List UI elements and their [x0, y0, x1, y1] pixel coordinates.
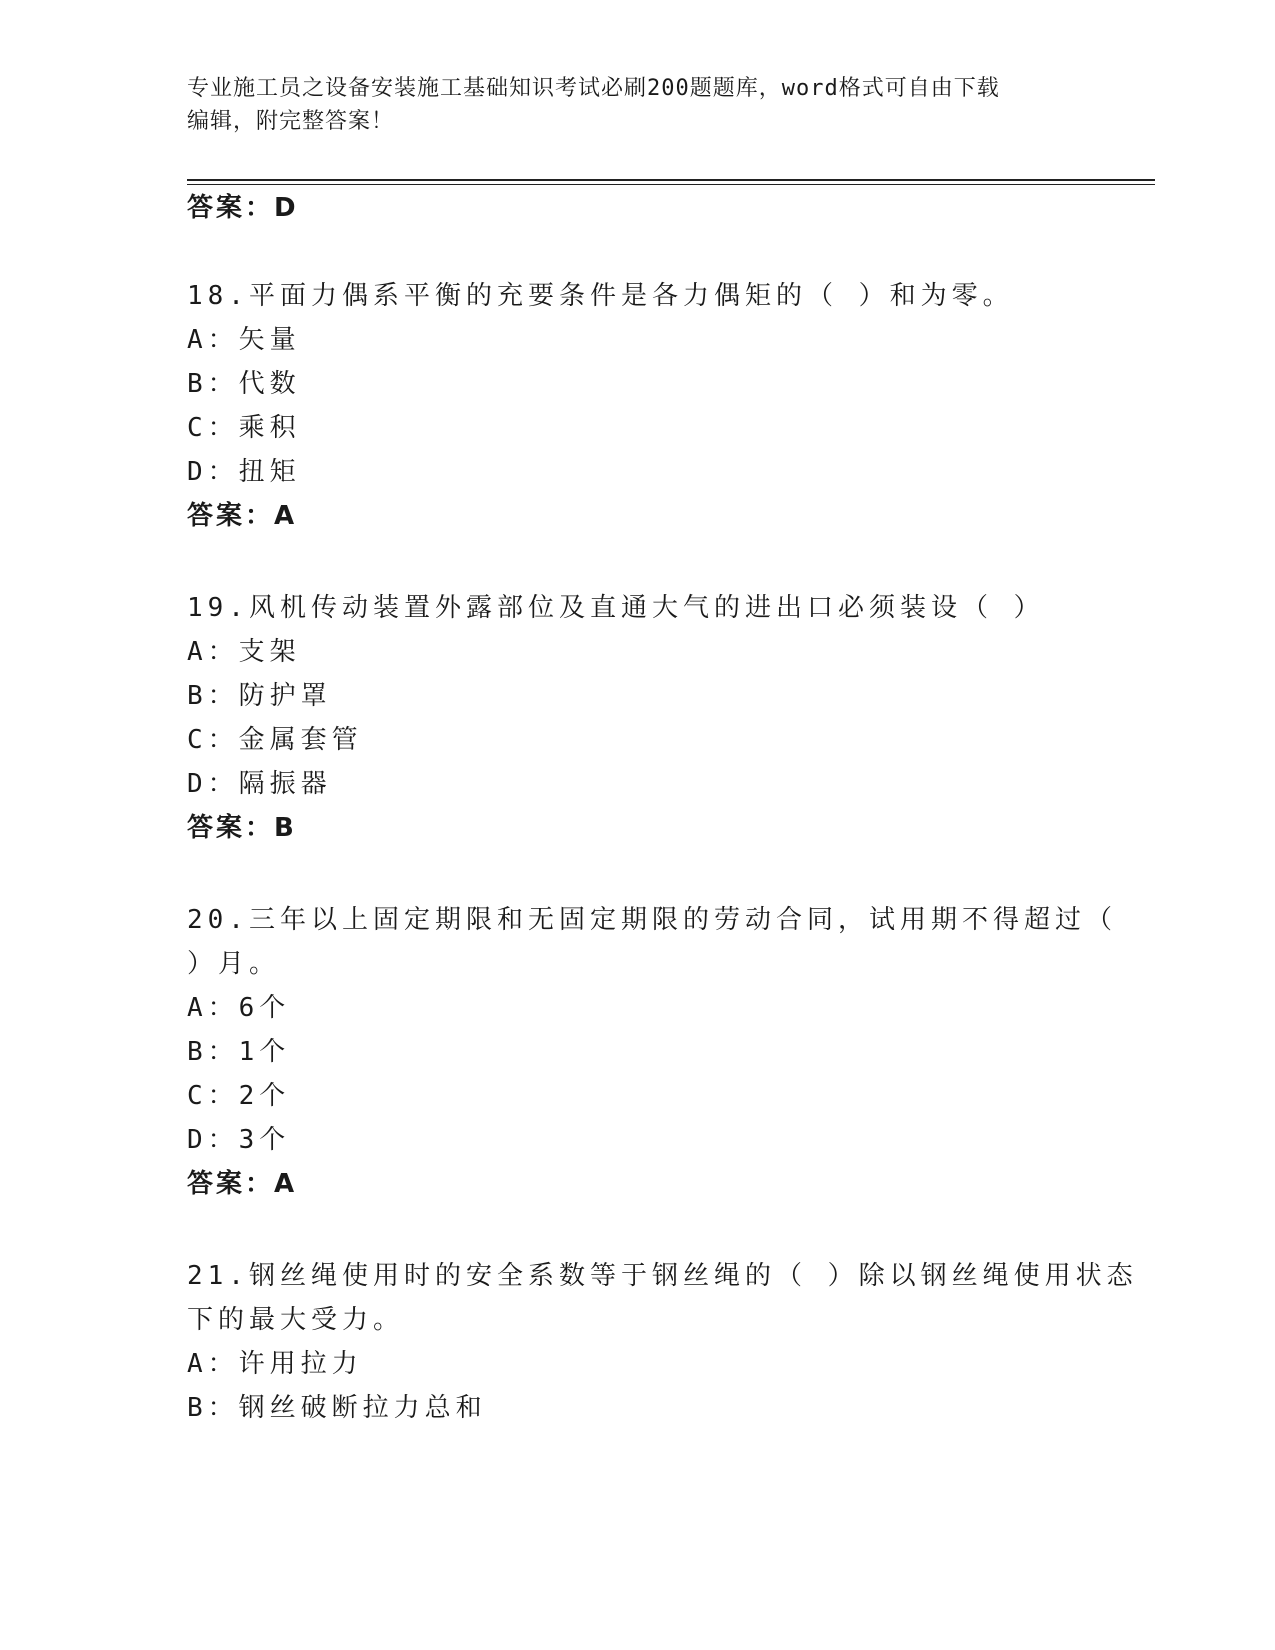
question-18-option-a: A：矢量	[187, 325, 301, 355]
question-20-option-a: A：6个	[187, 993, 291, 1023]
question-21-stem-line-2: 下的最大受力。	[187, 1305, 405, 1335]
question-19-answer: 答案：B	[187, 813, 297, 843]
question-20-option-c: C：2个	[187, 1081, 291, 1111]
question-19-option-d: D：隔振器	[187, 769, 332, 799]
question-18-option-b: B：代数	[187, 369, 301, 399]
question-19-option-a: A：支架	[187, 637, 301, 667]
header-title-line-2: 编辑，附完整答案！	[187, 109, 395, 134]
document-header	[187, 72, 1067, 138]
previous-answer: 答案：D	[187, 193, 299, 223]
question-19-option-c: C：金属套管	[187, 725, 363, 755]
question-18-stem: 18.平面力偶系平衡的充要条件是各力偶矩的（ ）和为零。	[187, 281, 1014, 311]
question-18-option-c: C：乘积	[187, 413, 301, 443]
question-20-stem-line-2: ）月。	[187, 949, 281, 979]
header-divider-thin	[187, 184, 1155, 185]
question-21-option-b: B：钢丝破断拉力总和	[187, 1393, 487, 1423]
question-20-option-b: B：1个	[187, 1037, 291, 1067]
header-divider	[187, 179, 1155, 181]
question-18-answer: 答案：A	[187, 501, 298, 531]
question-21-stem-line-1: 21.钢丝绳使用时的安全系数等于钢丝绳的（ ）除以钢丝绳使用状态	[187, 1261, 1138, 1291]
header-title-line-1: 专业施工员之设备安装施工基础知识考试必刷200题题库，word格式可自由下载	[187, 76, 1000, 101]
question-20-answer: 答案：A	[187, 1169, 298, 1199]
question-19-option-b: B：防护罩	[187, 681, 332, 711]
question-19-stem: 19.风机传动装置外露部位及直通大气的进出口必须装设（ ）	[187, 593, 1045, 623]
question-20-option-d: D：3个	[187, 1125, 291, 1155]
question-21-option-a: A：许用拉力	[187, 1349, 363, 1379]
question-20-stem-line-1: 20.三年以上固定期限和无固定期限的劳动合同，试用期不得超过（	[187, 905, 1117, 935]
question-18-option-d: D：扭矩	[187, 457, 301, 487]
